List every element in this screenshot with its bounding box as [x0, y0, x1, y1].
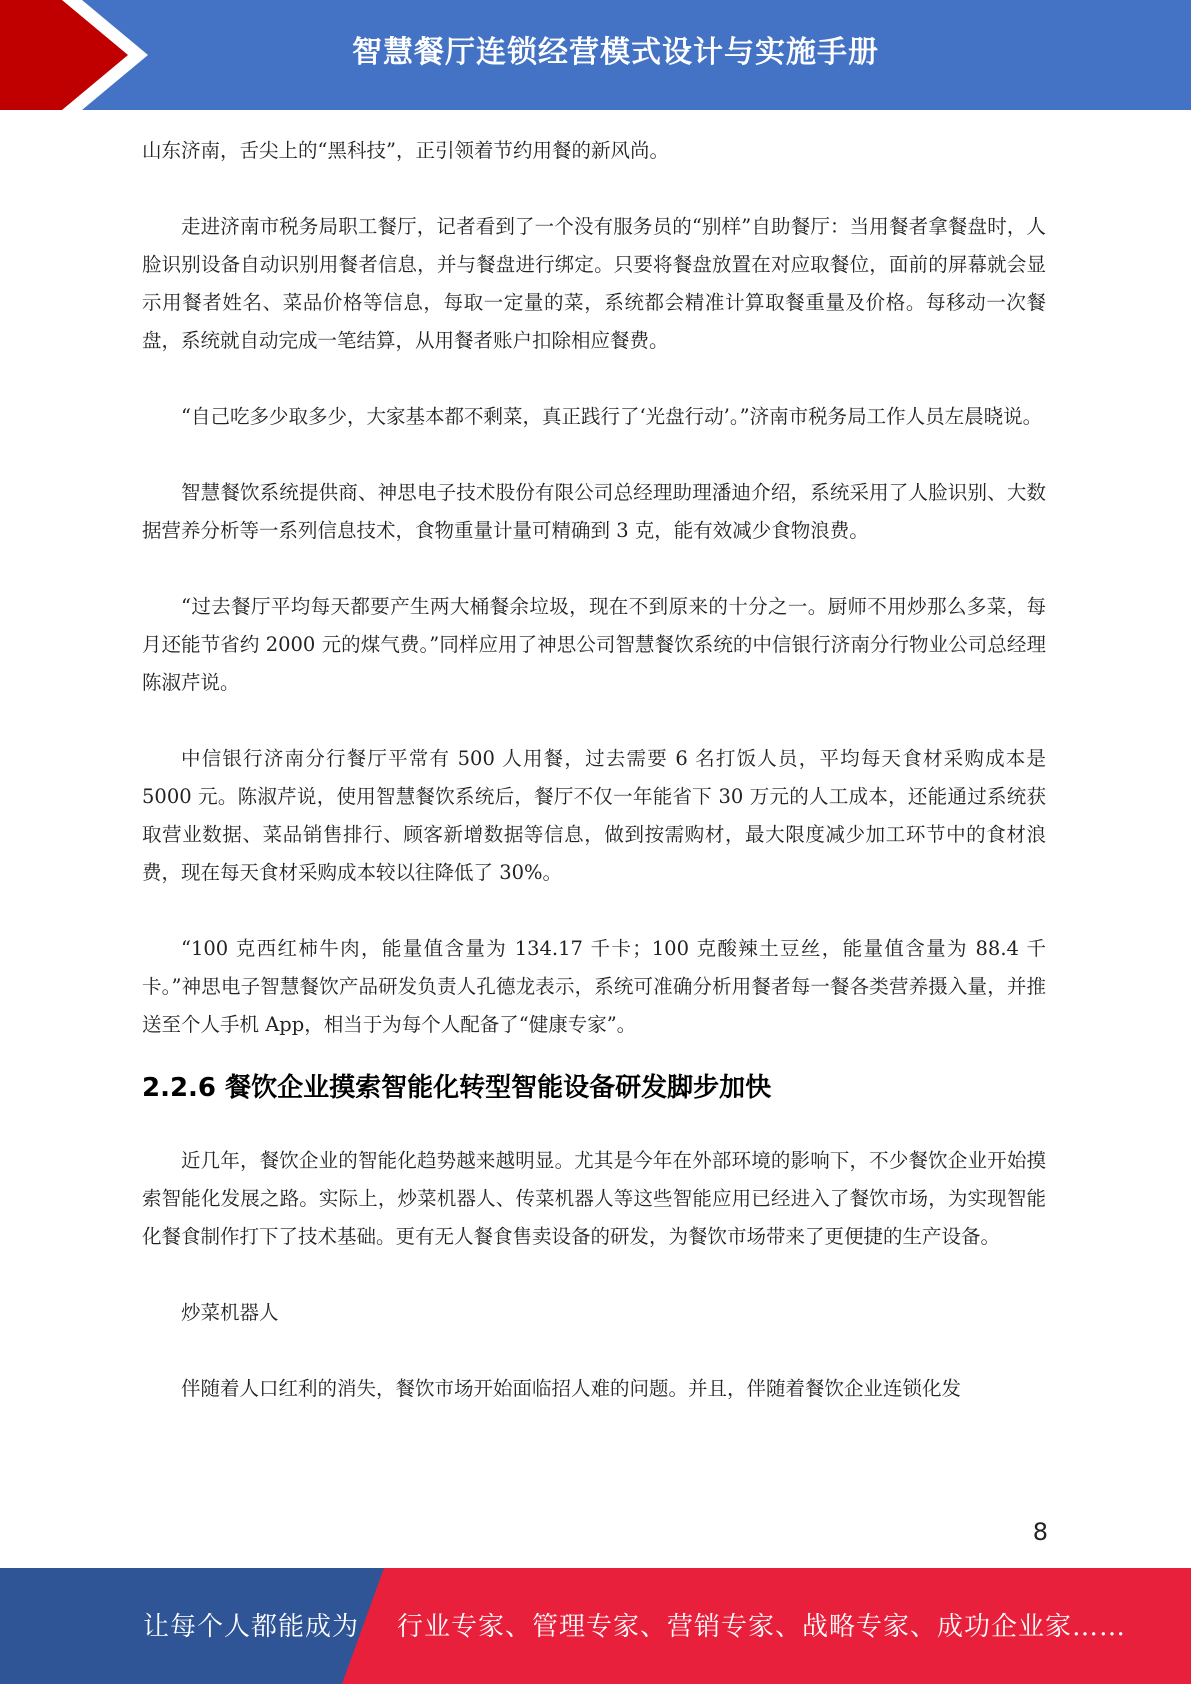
paragraph: “100 克西红柿牛肉，能量值含量为 134.17 千卡；100 克酸辣土豆丝，能量值含量为 88.4 千卡。”神思电子智慧餐饮产品研发负责人孔德龙表示，系统可准确分析用餐者每一餐各类营养摄入量，并推送至个人手机 App，相当于为每个人配备了“健康专家”。 — [142, 937, 1046, 1036]
footer-slogan-right: 行业专家、管理专家、营销专家、战略专家、成功企业家…… — [397, 1612, 1127, 1642]
section-heading: 2.2.6 餐饮企业摸索智能化转型智能设备研发脚步加快 — [142, 1073, 772, 1103]
page-number: 8 — [1032, 1518, 1048, 1546]
paragraph: 山东济南，舌尖上的“黑科技”，正引领着节约用餐的新风尚。 — [142, 139, 669, 162]
document-body — [142, 132, 1046, 1446]
paragraph: 中信银行济南分行餐厅平常有 500 人用餐，过去需要 6 名打饭人员，平均每天食材采购成本是 5000 元。陈淑芹说，使用智慧餐饮系统后，餐厅不仅一年能省下 30 万元的人工成本，还能通过系统获取营业数据、菜品销售排行、顾客新增数据等信息，做到按需购材，最大限度减少加工环节中的食材浪费，现在每天食材采购成本较以往降低了 30%。 — [142, 747, 1046, 884]
paragraph: 智慧餐饮系统提供商、神思电子技术股份有限公司总经理助理潘迪介绍，系统采用了人脸识别、大数据营养分析等一系列信息技术，食物重量计量可精确到 3 克，能有效减少食物浪费。 — [142, 481, 1046, 542]
subheading-paragraph: 炒菜机器人 — [181, 1301, 279, 1324]
paragraph: 近几年，餐饮企业的智能化趋势越来越明显。尤其是今年在外部环境的影响下，不少餐饮企业开始摸索智能化发展之路。实际上，炒菜机器人、传菜机器人等这些智能应用已经进入了餐饮市场，为实现智能化餐食制作打下了技术基础。更有无人餐食售卖设备的研发，为餐饮市场带来了更便捷的生产设备。 — [142, 1149, 1046, 1248]
page-header — [0, 0, 1191, 110]
paragraph: “过去餐厅平均每天都要产生两大桶餐余垃圾，现在不到原来的十分之一。厨师不用炒那么多菜，每月还能节省约 2000 元的煤气费。”同样应用了神思公司智慧餐饮系统的中信银行济南分行物业公司总经理陈淑芹说。 — [142, 595, 1046, 694]
footer-slogan-left: 让每个人都能成为 — [143, 1612, 360, 1642]
page-footer — [0, 1568, 1191, 1684]
paragraph: 伴随着人口红利的消失，餐饮市场开始面临招人难的问题。并且，伴随着餐饮企业连锁化发 — [181, 1377, 962, 1400]
paragraph: “自己吃多少取多少，大家基本都不剩菜，真正践行了‘光盘行动’。”济南市税务局工作人员左晨晓说。 — [181, 405, 1043, 428]
paragraph: 走进济南市税务局职工餐厅，记者看到了一个没有服务员的“别样”自助餐厅：当用餐者拿餐盘时，人脸识别设备自动识别用餐者信息，并与餐盘进行绑定。只要将餐盘放置在对应取餐位，面前的屏幕就会显示用餐者姓名、菜品价格等信息，每取一定量的菜，系统都会精准计算取餐重量及价格。每移动一次餐盘，系统就自动完成一笔结算，从用餐者账户扣除相应餐费。 — [142, 215, 1046, 352]
header-title: 智慧餐厅连锁经营模式设计与实施手册 — [352, 35, 879, 70]
